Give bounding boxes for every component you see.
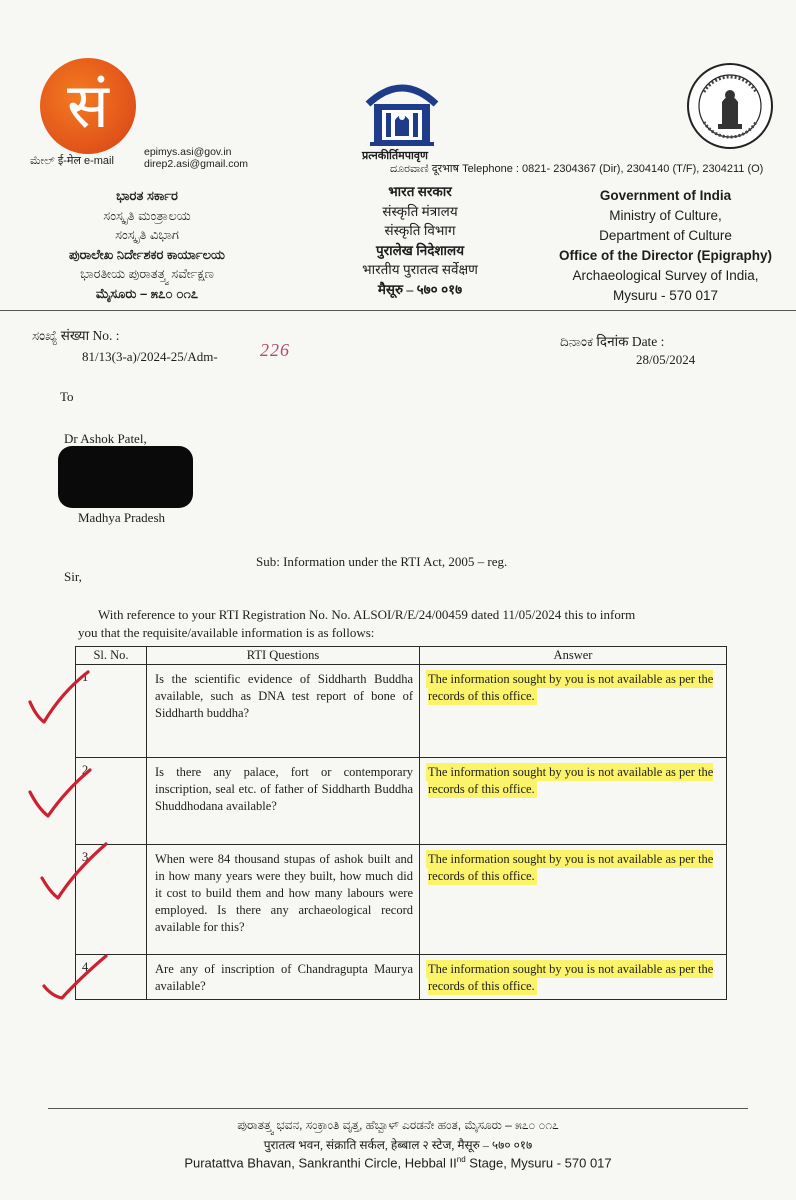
footer-address-hindi: पुरातत्व भवन, संक्राति सर्कल, हेब्बाल २ स्टेज, मैसूरु – ५७० ०१७: [263, 1138, 533, 1152]
telephone-numbers: 0821- 2304367 (Dir), 2304140 (T/F), 2304211 (O): [522, 163, 764, 175]
row-question: Is the scientific evidence of Siddharth Buddha available, such as DNA test report of bone of Siddharth buddha?: [147, 665, 420, 758]
hindi-line: पुरालेख निदेशालय: [375, 242, 465, 258]
telephone-label: ದೂರವಾಣಿ दूरभाष Telephone :: [390, 163, 519, 175]
letter-date: 28/05/2024: [636, 352, 696, 367]
red-tick-mark-icon: [38, 842, 108, 902]
email-label: ಮೇಲ್ ई-मेल e-mail: [30, 155, 114, 167]
date-label: ದಿನಾಂಕ दिनांक Date :: [560, 334, 665, 349]
email-addresses: [144, 146, 248, 170]
table-row: [76, 665, 727, 758]
row-serial: 2: [76, 758, 147, 845]
kannada-line: ಸಂಸ್ಕೃತಿ ಮಂತ್ರಾಲಯ: [103, 207, 191, 223]
english-line: Government of India: [599, 188, 732, 203]
row-answer: [420, 845, 727, 955]
recipient-name: Dr Ashok Patel,: [64, 431, 147, 446]
kannada-line: ಪುರಾಲೇಖ ನಿರ್ದೇಶಕರ ಕಾರ್ಯಾಲಯ: [69, 246, 225, 262]
column-header-questions: RTI Questions: [147, 647, 420, 665]
intro-line-2: you that the requisite/available information is as follows:: [78, 625, 375, 640]
highlighted-answer: The information sought by you is not available as per the records of this office.: [428, 672, 714, 703]
ministry-of-culture-seal-icon: [686, 62, 774, 150]
footer-english-part: Stage, Mysuru - 570 017: [465, 1155, 612, 1171]
footer-english-part: Puratattva Bhavan, Sankranthi Circle, Hebbal II: [184, 1155, 457, 1171]
kannada-line: ಭಾರತ ಸರ್ಕಾರ: [116, 188, 178, 203]
row-answer: [420, 955, 727, 1000]
row-serial: 4: [76, 955, 147, 1000]
salutation: Sir,: [64, 569, 82, 584]
kannada-line: ಸಂಸ್ಕೃತಿ ವಿಭಾಗ: [115, 227, 179, 242]
to-label: To: [60, 389, 74, 404]
email-primary[interactable]: epimys.asi@gov.in: [144, 146, 232, 158]
english-line: Mysuru - 570 017: [612, 288, 719, 303]
redacted-address-block: [58, 446, 193, 508]
row-answer: [420, 665, 727, 758]
hindi-line: संस्कृति मंत्रालय: [382, 203, 458, 219]
footer-english-sup: nd: [456, 1155, 466, 1164]
footer-divider: [48, 1108, 748, 1109]
row-answer: [420, 758, 727, 845]
hindi-letterhead: [345, 182, 495, 299]
handwritten-dispatch-number: 226: [260, 340, 290, 360]
english-line: Ministry of Culture,: [609, 208, 722, 223]
footer-address-kannada: ಪುರಾತತ್ತ್ವ ಭವನ, ಸಂಕ್ರಾಂತಿ ವೃತ್ತ, ಹೆಬ್ಬಾಳ್ ಎರಡನೇ ಹಂತ, ಮೈಸೂರು – ೫೭೦ ೦೧೭: [237, 1118, 559, 1132]
email-secondary[interactable]: direp2.asi@gmail.com: [144, 158, 249, 170]
kannada-line: ಮೈಸೂರು – ೫೭೦ ೦೧೭: [95, 285, 199, 301]
red-tick-mark-icon: [22, 668, 92, 728]
row-serial: 3: [76, 845, 147, 955]
row-serial: 1: [76, 665, 147, 758]
reference-label: ಸಂಖ್ಯೆ संख्या No. :: [32, 328, 120, 343]
column-header-sl-no: Sl. No.: [76, 647, 147, 665]
hindi-line: मैसूरु – ५७० ०१७: [377, 281, 463, 297]
recipient-state: Madhya Pradesh: [78, 510, 166, 525]
samskriti-logo-glyph: सं: [67, 69, 109, 142]
row-question: When were 84 thousand stupas of ashok built and in how many years were they built, how much did it cost to build them and how many labours were employed. Is there any archaeological record available for this?: [147, 845, 420, 955]
english-line: Department of Culture: [599, 228, 732, 243]
english-line: Archaeological Survey of India,: [572, 268, 759, 283]
highlighted-answer: The information sought by you is not available as per the records of this office.: [428, 962, 714, 993]
red-tick-mark-icon: [40, 944, 110, 1004]
footer-address-english: [0, 1155, 796, 1170]
intro-line-1: With reference to your RTI Registration No. No. ALSOI/R/E/24/00459 dated 11/05/2024 this to inform: [98, 607, 636, 622]
red-tick-mark-icon: [24, 764, 94, 824]
reference-number: 81/13(3-a)/2024-25/Adm-: [82, 349, 218, 364]
kannada-line: ಭಾರತೀಯ ಪುರಾತತ್ತ್ವ ಸರ್ವೇಕ್ಷಣ: [80, 266, 214, 281]
column-header-answer: Answer: [420, 647, 727, 665]
asi-emblem-icon: [362, 70, 442, 148]
table-row: [76, 955, 727, 1000]
rti-answers-table: [75, 646, 727, 1000]
asi-motto: प्रत्नकीर्तिमपावृण: [362, 150, 428, 162]
hindi-line: संस्कृति विभाग: [384, 223, 456, 238]
english-line: Office of the Director (Epigraphy): [558, 248, 773, 263]
telephone-line: [390, 161, 763, 176]
english-letterhead: [548, 186, 783, 306]
subject-line: Sub: Information under the RTI Act, 2005 – reg.: [256, 554, 508, 569]
table-header-row: [76, 647, 727, 665]
row-question: Are any of inscription of Chandragupta Maurya available?: [147, 955, 420, 1000]
highlighted-answer: The information sought by you is not available as per the records of this office.: [428, 765, 714, 796]
table-row: [76, 845, 727, 955]
hindi-line: भारतीय पुरातत्व सर्वेक्षण: [362, 262, 478, 277]
table-row: [76, 758, 727, 845]
samskriti-logo: [40, 58, 136, 154]
intro-paragraph: [78, 606, 728, 642]
kannada-letterhead: [62, 186, 232, 303]
header-divider: [0, 310, 796, 311]
highlighted-answer: The information sought by you is not available as per the records of this office.: [428, 852, 714, 883]
hindi-line: भारत सरकार: [388, 184, 452, 199]
row-question: Is there any palace, fort or contemporary inscription, seal etc. of father of Siddharth Buddha Shuddhodana available?: [147, 758, 420, 845]
